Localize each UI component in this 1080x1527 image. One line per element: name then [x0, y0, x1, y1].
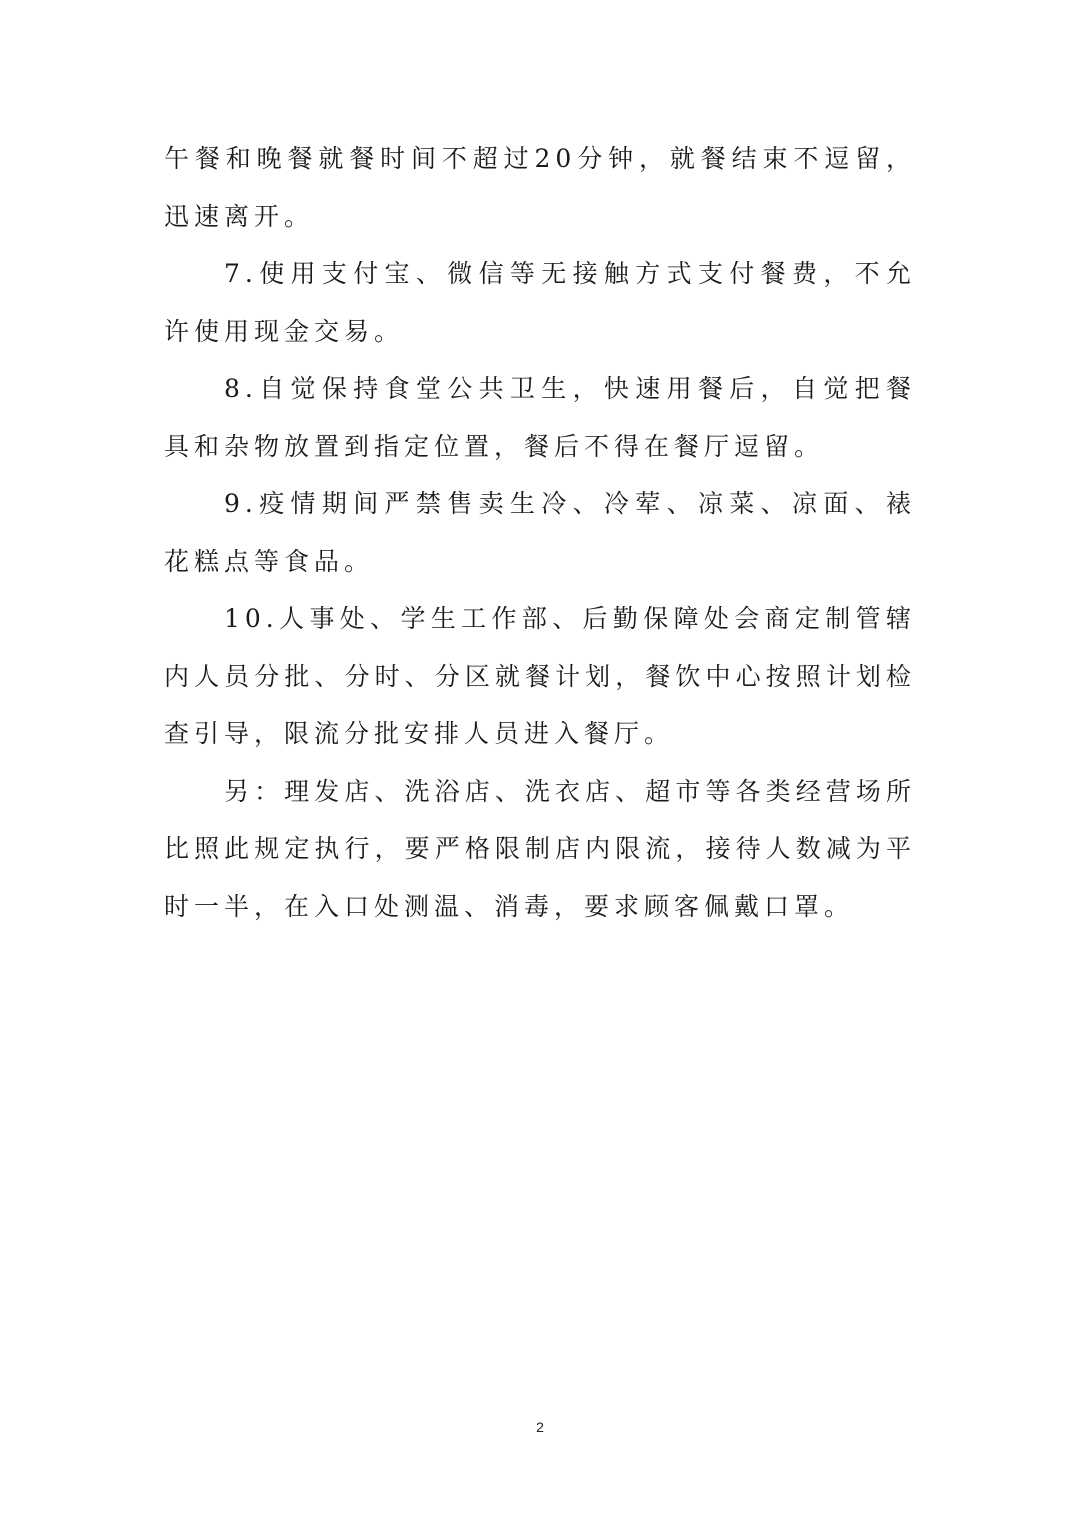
paragraph-dining-time: 午餐和晚餐就餐时间不超过20分钟，就餐结束不逗留，迅速离开。	[164, 144, 916, 231]
document-body	[164, 130, 916, 935]
paragraph-item-9: 9.疫情期间严禁售卖生冷、冷荤、凉菜、凉面、裱花糕点等食品。	[164, 489, 916, 576]
paragraph-item-7: 7.使用支付宝、微信等无接触方式支付餐费，不允许使用现金交易。	[164, 259, 916, 346]
paragraph-item-8: 8.自觉保持食堂公共卫生，快速用餐后，自觉把餐具和杂物放置到指定位置，餐后不得在餐厅逗留。	[164, 374, 916, 461]
paragraph-addendum: 另：理发店、洗浴店、洗衣店、超市等各类经营场所比照此规定执行，要严格限制店内限流，接待人数减为平时一半，在入口处测温、消毒，要求顾客佩戴口罩。	[164, 776, 916, 921]
page-number: 2	[536, 1419, 544, 1435]
paragraph-item-10: 10.人事处、学生工作部、后勤保障处会商定制管辖内人员分批、分时、分区就餐计划，餐饮中心按照计划检查引导，限流分批安排人员进入餐厅。	[164, 604, 916, 748]
